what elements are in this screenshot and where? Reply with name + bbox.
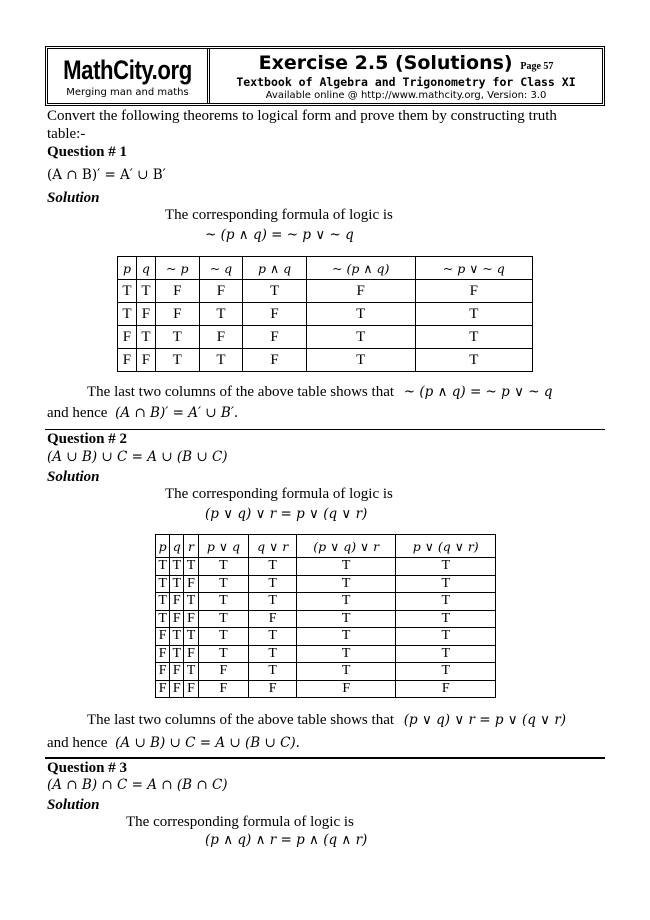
q1-hence xyxy=(47,405,238,422)
q1-table-header-cell: ~ q xyxy=(199,257,243,280)
table-cell: T xyxy=(170,558,184,576)
table-cell: T xyxy=(396,663,496,681)
table-cell: T xyxy=(156,593,170,611)
q2-conclusion xyxy=(87,712,566,729)
q2-truth-table xyxy=(155,534,496,698)
table-cell: T xyxy=(136,280,155,303)
title-box xyxy=(210,49,602,103)
table-cell: F xyxy=(156,645,170,663)
table-cell: T xyxy=(296,645,395,663)
table-cell: T xyxy=(156,558,170,576)
table-cell: T xyxy=(415,349,532,372)
logo-box xyxy=(48,49,210,103)
table-row xyxy=(156,558,496,576)
table-cell: F xyxy=(184,680,198,698)
table-cell: F xyxy=(415,280,532,303)
table-cell: T xyxy=(243,280,307,303)
table-cell: T xyxy=(296,558,395,576)
q2-hence-text: and hence xyxy=(47,735,108,751)
q1-statement: (A ∩ B)′ = A′ ∪ B′ xyxy=(47,167,166,183)
q2-formula: (p ∨ q) ∨ r = p ∨ (q ∨ r) xyxy=(205,506,368,522)
table-cell: T xyxy=(396,575,496,593)
table-cell: T xyxy=(199,349,243,372)
table-cell: F xyxy=(155,280,199,303)
table-cell: F xyxy=(156,680,170,698)
table-cell: T xyxy=(306,326,415,349)
table-cell: T xyxy=(170,645,184,663)
q3-solution-label: Solution xyxy=(47,797,100,813)
table-cell: T xyxy=(296,593,395,611)
table-cell: F xyxy=(118,349,137,372)
book-subtitle: Textbook of Algebra and Trigonometry for Class XI xyxy=(236,74,576,89)
table-cell: F xyxy=(156,663,170,681)
q1-formula-intro: The corresponding formula of logic is xyxy=(165,207,393,223)
table-row xyxy=(156,628,496,646)
table-cell: F xyxy=(170,663,184,681)
table-cell: F xyxy=(155,303,199,326)
q1-conclusion-text: The last two columns of the above table shows that xyxy=(87,384,395,400)
q2-hence xyxy=(47,735,300,752)
table-row xyxy=(156,663,496,681)
table-cell: T xyxy=(199,303,243,326)
q3-formula-intro: The corresponding formula of logic is xyxy=(126,814,354,830)
table-cell: F xyxy=(118,326,137,349)
table-cell: F xyxy=(184,575,198,593)
table-cell: F xyxy=(136,349,155,372)
table-cell: T xyxy=(306,303,415,326)
table-cell: T xyxy=(396,558,496,576)
table-cell: T xyxy=(198,575,249,593)
table-cell: T xyxy=(396,628,496,646)
table-cell: F xyxy=(396,680,496,698)
table-cell: T xyxy=(118,303,137,326)
site-logo: MathCity.org xyxy=(63,54,192,85)
table-cell: F xyxy=(136,303,155,326)
table-cell: F xyxy=(170,680,184,698)
table-cell: T xyxy=(415,326,532,349)
table-cell: F xyxy=(170,610,184,628)
q1-hence-formula: (A ∩ B)′ = A′ ∪ B′. xyxy=(115,405,239,421)
q1-conclusion-formula: ~ (p ∧ q) = ~ p ∨ ~ q xyxy=(403,384,553,400)
q2-conclusion-formula: (p ∨ q) ∨ r = p ∨ (q ∨ r) xyxy=(403,712,567,728)
table-cell: F xyxy=(198,663,249,681)
table-cell: F xyxy=(156,628,170,646)
q2-table-header-cell: p xyxy=(156,535,170,558)
q1-table-header-cell: ~ (p ∧ q) xyxy=(306,257,415,280)
table-cell: T xyxy=(170,628,184,646)
q2-table-header-cell: p ∨ (q ∨ r) xyxy=(396,535,496,558)
table-cell: T xyxy=(198,645,249,663)
table-cell: F xyxy=(249,680,297,698)
table-row xyxy=(156,593,496,611)
q3-formula: (p ∧ q) ∧ r = p ∧ (q ∧ r) xyxy=(205,832,368,848)
table-cell: F xyxy=(198,680,249,698)
q1-solution-label: Solution xyxy=(47,190,100,206)
table-cell: T xyxy=(306,349,415,372)
table-row xyxy=(156,645,496,663)
table-row xyxy=(118,349,533,372)
table-cell: T xyxy=(198,593,249,611)
q1-conclusion xyxy=(87,384,553,401)
table-cell: T xyxy=(249,558,297,576)
table-cell: T xyxy=(296,628,395,646)
table-cell: F xyxy=(296,680,395,698)
table-cell: T xyxy=(198,610,249,628)
table-cell: F xyxy=(306,280,415,303)
q2-table-header-cell: (p ∨ q) ∨ r xyxy=(296,535,395,558)
q1-formula: ~ (p ∧ q) = ~ p ∨ ~ q xyxy=(205,227,354,243)
q1-table-header-cell: ~ p xyxy=(155,257,199,280)
q2-solution-label: Solution xyxy=(47,469,100,485)
q2-formula-intro: The corresponding formula of logic is xyxy=(165,486,393,502)
q1-truth-table xyxy=(117,256,533,372)
table-cell: F xyxy=(184,610,198,628)
q1-table-header-cell: p ∧ q xyxy=(243,257,307,280)
q2-table-header-cell: q xyxy=(170,535,184,558)
table-cell: T xyxy=(296,575,395,593)
table-cell: T xyxy=(184,558,198,576)
table-cell: T xyxy=(118,280,137,303)
table-cell: T xyxy=(155,326,199,349)
q2-statement: (A ∪ B) ∪ C = A ∪ (B ∪ C) xyxy=(47,449,228,465)
online-info: Available online @ http://www.mathcity.org, Version: 3.0 xyxy=(265,89,547,101)
table-row xyxy=(118,326,533,349)
q3-heading: Question # 3 xyxy=(47,760,128,776)
intro-text-line2: table:- xyxy=(47,126,86,142)
table-cell: F xyxy=(243,303,307,326)
table-cell: T xyxy=(184,628,198,646)
table-cell: T xyxy=(396,645,496,663)
table-cell: F xyxy=(184,645,198,663)
q1-heading: Question # 1 xyxy=(47,144,128,160)
table-cell: F xyxy=(243,349,307,372)
separator-2 xyxy=(45,757,605,759)
table-cell: T xyxy=(249,628,297,646)
separator-1 xyxy=(45,429,605,430)
table-cell: T xyxy=(249,663,297,681)
table-cell: T xyxy=(249,593,297,611)
table-cell: T xyxy=(249,575,297,593)
q2-table-header-cell: p ∨ q xyxy=(198,535,249,558)
table-cell: T xyxy=(396,610,496,628)
q2-table-header-cell: r xyxy=(184,535,198,558)
table-cell: F xyxy=(243,326,307,349)
table-cell: T xyxy=(155,349,199,372)
table-cell: T xyxy=(296,610,395,628)
page-header xyxy=(45,46,605,106)
table-cell: T xyxy=(415,303,532,326)
q3-statement: (A ∩ B) ∩ C = A ∩ (B ∩ C) xyxy=(47,777,228,793)
table-cell: T xyxy=(198,558,249,576)
table-row xyxy=(118,280,533,303)
table-cell: T xyxy=(136,326,155,349)
table-cell: T xyxy=(296,663,395,681)
q2-conclusion-text: The last two columns of the above table shows that xyxy=(87,712,395,728)
table-cell: T xyxy=(156,575,170,593)
table-row xyxy=(156,610,496,628)
table-row xyxy=(156,680,496,698)
table-row xyxy=(118,303,533,326)
title-line xyxy=(259,52,554,74)
table-cell: T xyxy=(184,593,198,611)
intro-text-line1: Convert the following theorems to logical form and prove them by constructing truth xyxy=(47,108,557,124)
q2-hence-formula: (A ∪ B) ∪ C = A ∪ (B ∪ C). xyxy=(115,735,300,751)
exercise-title: Exercise 2.5 (Solutions) xyxy=(258,51,513,74)
q1-table-header-cell: ~ p ∨ ~ q xyxy=(415,257,532,280)
site-tagline: Merging man and maths xyxy=(66,86,189,98)
table-cell: T xyxy=(184,663,198,681)
page-number: Page 57 xyxy=(520,60,554,72)
table-cell: T xyxy=(170,575,184,593)
table-cell: T xyxy=(249,645,297,663)
table-cell: T xyxy=(396,593,496,611)
table-cell: F xyxy=(170,593,184,611)
q1-table-header-cell: p xyxy=(118,257,137,280)
table-cell: F xyxy=(199,326,243,349)
table-cell: F xyxy=(199,280,243,303)
q1-hence-text: and hence xyxy=(47,405,108,421)
table-cell: T xyxy=(198,628,249,646)
q2-table-header-cell: q ∨ r xyxy=(249,535,297,558)
table-cell: T xyxy=(156,610,170,628)
table-row xyxy=(156,575,496,593)
table-cell: F xyxy=(249,610,297,628)
q1-table-header-cell: q xyxy=(136,257,155,280)
q2-heading: Question # 2 xyxy=(47,431,128,447)
